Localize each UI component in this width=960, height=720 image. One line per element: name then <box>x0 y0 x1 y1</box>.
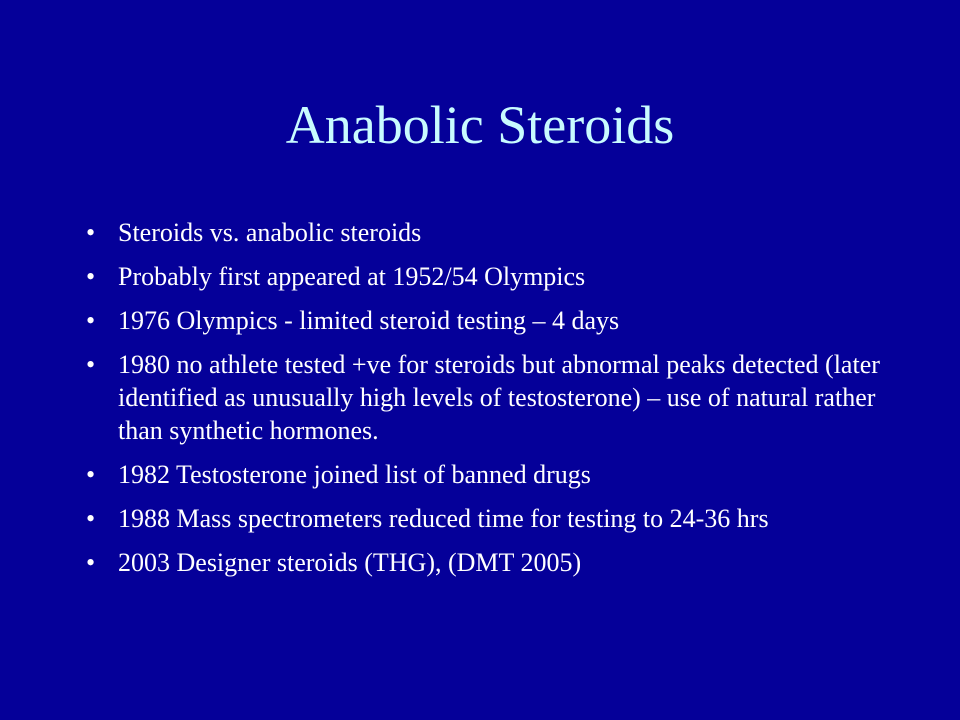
bullet-list <box>86 216 916 590</box>
bullet-text: 1982 Testosterone joined list of banned drugs <box>118 460 591 489</box>
bullet-icon: • <box>86 548 96 577</box>
bullet-text: 1976 Olympics - limited steroid testing – 4 days <box>118 306 620 335</box>
bullet-text: 1980 no athlete tested +ve for steroids but abnormal peaks detected (later identified as unusually high levels of testosterone) – use of natural rather than synthetic hormones. <box>118 350 880 445</box>
bullet-icon: • <box>86 218 96 247</box>
bullet-item <box>86 260 916 293</box>
bullet-item <box>86 458 916 491</box>
slide-title: Anabolic Steroids <box>285 95 675 155</box>
bullet-item <box>86 304 916 337</box>
bullet-text: 1988 Mass spectrometers reduced time for testing to 24-36 hrs <box>118 504 769 533</box>
bullet-text: Steroids vs. anabolic steroids <box>118 218 422 247</box>
bullet-item <box>86 348 916 447</box>
bullet-item <box>86 216 916 249</box>
bullet-icon: • <box>86 350 96 379</box>
bullet-text: Probably first appeared at 1952/54 Olympics <box>118 262 586 291</box>
bullet-icon: • <box>86 504 96 533</box>
bullet-item <box>86 502 916 535</box>
bullet-icon: • <box>86 460 96 489</box>
bullet-icon: • <box>86 306 96 335</box>
bullet-text: 2003 Designer steroids (THG), (DMT 2005) <box>118 548 582 577</box>
bullet-icon: • <box>86 262 96 291</box>
bullet-item <box>86 546 916 579</box>
